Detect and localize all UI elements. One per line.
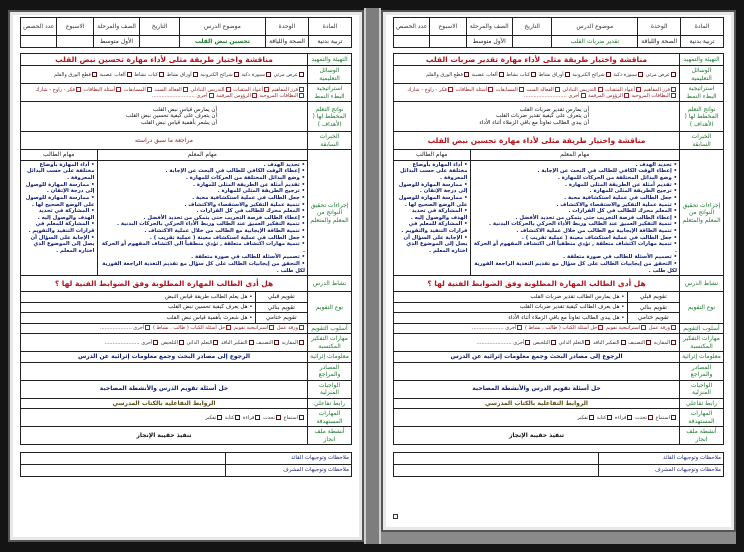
checkbox[interactable]	[607, 415, 612, 420]
checkbox-label: التلخيص	[531, 339, 550, 346]
list-item: • وضع البدائل المختلفة من الحركات للمهارة .	[473, 175, 678, 182]
list-item: • التحقق من إيجابيات الطالب على كل سؤال مع تقديم التغذية الراجعة الفورية لكل طلب .	[473, 261, 678, 274]
strategy-checklist: فرز المفاهيم أعواد المثقبات التدريس التبادلي الفعالة الست المسابقات أسئلة البطاقات فكر - زاوج - شارك البطاقات المروحية الرؤوس المرقمة أخرى ...........................	[21, 84, 308, 102]
empty-checkbox[interactable]	[393, 514, 398, 519]
checkbox-label: التعلم الذاتي	[556, 339, 585, 346]
list-item: • الإجابة على السؤال أن يصل إلى الموضوع الذي اختاره المعلم .	[23, 235, 95, 255]
checkbox-label: ألعاب عصبية	[469, 71, 498, 78]
checkbox[interactable]	[525, 340, 530, 345]
interactive-link-label: رابط تفاعلي	[308, 398, 352, 409]
list-item: • تقديم أمثلة عن الطريقة المثلى للمهارة .	[100, 182, 306, 189]
eval-final-type: تقويم ختامي	[627, 313, 679, 323]
checkbox[interactable]	[193, 72, 198, 77]
checkbox-label: ورقة عمل	[275, 325, 298, 332]
checkbox[interactable]	[464, 72, 469, 77]
checkbox[interactable]	[252, 93, 257, 98]
checkbox-label: ألعاب عصبية	[97, 71, 126, 78]
list-item: • إعطاء الوقت الكافي للطالب في البحث عن الإجابة .	[473, 168, 678, 175]
list-item: • إعطاء الوقت الكافي للطالب في البحث عن الإجابة .	[100, 168, 306, 175]
aids-checklist	[394, 66, 680, 84]
header-grade-label: الصف والمرحلة	[466, 18, 512, 36]
supervisor-notes-label: ملاحظات وتوجيهات المشرف	[226, 465, 352, 477]
checkbox[interactable]	[627, 415, 632, 420]
list-item: • المشاركة في تحديد الهدف والوصول إليه .	[396, 208, 468, 221]
list-item: • أداء المهارة بأوضاع مختلفة على حسب البدائل المعروفة .	[23, 162, 95, 182]
portfolio-label: أنشطة ملف انجاز	[308, 427, 352, 445]
lesson-body-table	[20, 53, 352, 445]
checkbox[interactable]	[671, 325, 676, 330]
interactive-link-text: الروابط التفاعلية بالكتاب المدرسي	[394, 398, 680, 409]
checkbox-label: أخرى	[131, 325, 145, 332]
checkbox-label: التدريس التبادلي	[188, 86, 225, 93]
list-item: • ممارسة المهارة للوصول إلى درجة الإتقان .	[23, 182, 95, 195]
eval-final-type: تقويم ختامي	[255, 313, 307, 323]
eval-formative-question: • هل يعرف الطالب كيفية تقدير ضربات القلب	[394, 302, 627, 313]
checkbox-label: فرز المفاهيم	[641, 86, 670, 93]
checkbox-label: التفكير الناقد	[591, 339, 620, 346]
header-periods-label: عدد الحصص	[394, 18, 430, 36]
checkbox[interactable]	[234, 72, 239, 77]
list-item: • تنمية مهارات اكتشاف متعلقة , تؤدي منطقياً الى اكتشاف المفهوم أو الحركة .	[100, 241, 306, 254]
checkbox[interactable]	[264, 87, 269, 92]
checkbox[interactable]	[153, 340, 158, 345]
homework-label: الواجبات المنزلية	[680, 380, 724, 398]
checkbox[interactable]	[226, 87, 231, 92]
thinking-skills-checklist: المقارنة التصنيف التفكير الناقد التعلم الذاتي التلخيص أخرى ......................	[21, 334, 308, 352]
sources-label: المصادر والمراجع	[680, 362, 724, 380]
checkbox[interactable]	[116, 87, 121, 92]
checkbox-label: استراتيجية تقويم	[232, 325, 269, 332]
eval-method-label: أسلوب التقويم	[308, 323, 352, 334]
eval-method-checklist: ورقة عمل استراتيجية تقويم حل أسئلة الكتاب ( طالب . نشاط ) أخرى ....................	[394, 323, 680, 334]
checkbox[interactable]	[671, 415, 676, 420]
checkbox[interactable]	[179, 340, 184, 345]
header-subject-label: المادة	[308, 18, 351, 36]
checkbox[interactable]	[299, 93, 304, 98]
list-item: • المشاركة في تحديد الهدف والوصول إليه .	[23, 208, 95, 221]
aids-label: الوسائل التعليمية	[308, 66, 352, 84]
checkbox[interactable]	[638, 72, 643, 77]
eval-formative-type: تقويم بنائي	[627, 302, 679, 313]
checkbox-label: استماع	[281, 414, 298, 421]
lesson-header-table	[393, 17, 724, 48]
list-item: • تنمية الطاقة الإيجابية مع الطالب من خلال عملية الاكتشاف .	[100, 228, 306, 235]
aids-label: الوسائل التعليمية	[680, 66, 724, 84]
checkbox[interactable]	[299, 72, 304, 77]
checkbox[interactable]	[589, 415, 594, 420]
list-item: • جعل الطالب في عملية استكشاف معينة ( عملية تقريب ) .	[100, 235, 306, 242]
checkbox-label: الفعالة الست	[524, 86, 554, 93]
checkbox-label: تفكير	[205, 414, 217, 421]
notes-table	[393, 452, 724, 477]
checkbox[interactable]	[249, 340, 254, 345]
student-tasks-list	[23, 162, 95, 255]
activity-label: نشاط الدرس	[308, 276, 352, 292]
portfolio-text: تنفيذ حقيبة الإنجاز	[21, 427, 308, 445]
intro-label: التهيئة والتمهيد	[308, 54, 352, 66]
list-item: • الإجابة على السؤال أن يصل إلى الموضوع الذي اختاره المعلم .	[396, 235, 468, 255]
lesson-body-table	[393, 53, 724, 445]
prior-knowledge-text: مراجعة ما سبق دراسته	[21, 132, 308, 150]
target-skills-checklist	[394, 409, 680, 427]
header-topic-label: موضوع الدرس	[552, 18, 638, 36]
checkbox[interactable]	[255, 415, 260, 420]
notes-table	[20, 452, 352, 477]
list-item: • وضع البدائل المختلفة من الحركات للمهارة .	[100, 175, 306, 182]
prior-knowledge-label: الخبرات السابقة	[308, 132, 352, 150]
aids-checklist	[21, 66, 308, 84]
thinking-skills-checklist: المقارنة التصنيف التفكير الناقد التعلم الذاتي التلخيص أخرى ......................	[394, 334, 680, 352]
list-item: • ممارسة المهارة للوصول إلى درجة الإتقان .	[396, 182, 468, 195]
eval-pre-type: تقويم قبلي	[627, 292, 679, 302]
eval-method-label: أسلوب التقويم	[680, 323, 724, 334]
strategy-label: استراتيجية البطء النمط	[308, 84, 352, 102]
checkbox[interactable]	[636, 87, 641, 92]
enrichment-label: معلومات إثرائية	[680, 352, 724, 363]
header-subject-value: تربية بدنية	[681, 36, 724, 48]
checkbox-label: فكر - زاوج - شارك	[35, 86, 75, 93]
checkbox[interactable]	[159, 72, 164, 77]
checkbox-label: أعواد المثقبات	[231, 86, 263, 93]
lesson-plan-page-left	[8, 10, 364, 542]
checkbox-label: كتاب نشاط	[132, 71, 158, 78]
checkbox-label: قطع الورق والقلم	[425, 71, 463, 78]
list-item: • تنمية مهارات اكتشاف متعلقة , تؤدي منطقياً الى اكتشاف المفهوم أو الحركة .	[473, 241, 678, 254]
list-item: • ترجيح الطريقة المثلى للمهارة .	[473, 188, 678, 195]
checkbox[interactable]	[183, 87, 188, 92]
header-week-label: الاسبوع	[430, 18, 466, 36]
intro-text: مناقشة واختيار طريقة مثلى لأداء مهارة تقدير ضربات القلب	[394, 54, 680, 66]
checkbox-label: البطاقات المروحية	[257, 92, 298, 99]
checkbox[interactable]	[641, 325, 646, 330]
checkbox-label: فرز المفاهيم	[269, 86, 298, 93]
target-skills-label: المهارات المستهدفة	[680, 409, 724, 427]
checkbox[interactable]	[499, 72, 504, 77]
list-item: • تنمية الطاقة الإيجابية مع الطالب من خلال عملية الاكتشاف .	[473, 228, 678, 235]
list-item: • تنمية التفكير العميق عند الطالب وربط الأداء الحركي بالحركات البدنية .	[100, 221, 306, 228]
checkbox-label: تحدث	[261, 414, 275, 421]
header-periods-value	[21, 36, 57, 48]
list-item: • تصميم الأسئلة للطالب في صورة متعلقة .	[100, 254, 306, 261]
sources-text	[394, 362, 680, 380]
activity-label: نشاط الدرس	[680, 276, 724, 292]
checkbox-label: المقارنة	[652, 339, 670, 346]
checkbox[interactable]	[217, 415, 222, 420]
checkbox-label: التدريس التبادلي	[560, 86, 597, 93]
eval-pre-question: • هل يمارس الطالب تقدير ضربات القلب	[394, 292, 627, 302]
checkbox-label: أسئلة البطاقات	[453, 86, 488, 93]
list-item: • جعل الطالب في عملية استكشاف معينة ( عملية تقريب ) .	[473, 235, 678, 242]
checkbox-label: الرؤوس المرقمة	[586, 92, 623, 99]
leader-notes-field[interactable]	[21, 453, 226, 465]
checkbox-label: التفكير الناقد	[219, 339, 248, 346]
checkbox-label: قراءة	[613, 414, 627, 421]
list-item: • تقديم أمثلة عن الطريقة المثلى للمهارة .	[473, 182, 678, 189]
checkbox[interactable]	[299, 87, 304, 92]
checkbox-label: التلخيص	[159, 339, 178, 346]
header-unit-label: الوحدة	[265, 18, 308, 36]
checkbox[interactable]	[624, 93, 629, 98]
checkbox[interactable]	[585, 340, 590, 345]
eval-formative-type: تقويم بنائي	[255, 302, 307, 313]
checkbox[interactable]	[581, 93, 586, 98]
activity-text: هل أدى الطالب المهارة المطلوبة وفق الضوابط الفنية لها ؟	[21, 276, 308, 292]
checkbox[interactable]	[598, 325, 603, 330]
header-grade-value: الأول متوسط	[466, 36, 512, 48]
header-unit-value: الصحة واللياقة	[265, 36, 308, 48]
checkbox-label: كتاب نشاط	[504, 71, 530, 78]
checkbox-label: المسابقات	[122, 86, 146, 93]
prior-knowledge-label: الخبرات السابقة	[680, 132, 724, 150]
list-item: • المعلم محرك للطالب في كل القرارات .	[100, 208, 306, 215]
list-item: • ممارسة المهارة للوصول على الوضع الصحيح لها .	[396, 195, 468, 208]
checkbox-label: قراءة	[241, 414, 255, 421]
student-tasks-header: مهام الطالب	[394, 150, 470, 160]
list-item: • تنمية عملية التفكير والاستقصاء والاكتشاف .	[473, 202, 678, 209]
eval-pre-question: • هل يعلم الطالب طريقة قياس النبض	[21, 292, 255, 302]
checkbox-label: استماع	[653, 414, 670, 421]
checkbox-label: فكر - زاوج - شارك	[407, 86, 447, 93]
checkbox[interactable]	[621, 340, 626, 345]
list-item: • ممارسة المهارة للوصول على الوضع الصحيح لها .	[23, 195, 95, 208]
checkbox-label: المسابقات	[494, 86, 518, 93]
header-date-label: التاريخ	[140, 18, 180, 36]
enrichment-label: معلومات إثرائية	[308, 352, 352, 363]
checkbox[interactable]	[269, 325, 274, 330]
checkbox[interactable]	[213, 340, 218, 345]
list-item: • أداء المهارة بأوضاع مختلفة على حسب البدائل المعروفة .	[396, 162, 468, 182]
list-item: • إعطاء الطالب فرصة التجريب حتى يتمكن من تحديد الأفضل .	[100, 215, 306, 222]
checkbox-label: الرؤوس المرقمة	[214, 92, 251, 99]
header-unit-value: الصحة واللياقة	[638, 36, 681, 48]
checkbox-label: أخرى	[194, 92, 208, 99]
list-item: • المشاركة للمعلم في قرارات التنفيذ والتقويم .	[23, 221, 95, 234]
checkbox-label: تحدث	[633, 414, 647, 421]
checkbox-label: قطع الورق والقلم	[53, 71, 91, 78]
leader-notes-label: ملاحظات وتوجيهات القائد	[598, 453, 723, 465]
header-week-value	[57, 36, 93, 48]
checkbox[interactable]	[299, 415, 304, 420]
checkbox-label: شرائح الكترونية	[198, 71, 233, 78]
checkbox[interactable]	[517, 325, 522, 330]
goals-list: أن يمارس تقدير ضربات القلب أن يتعرف على كيفية تقدير ضربات القلب أن يبدي الطالب تعاوناً مع باقي الزملاء أثناء الأداء	[394, 102, 680, 132]
target-skills-label: المهارات المستهدفة	[308, 409, 352, 427]
evaluation-label: نوع التقويم	[308, 292, 352, 324]
checkbox[interactable]	[671, 93, 676, 98]
procedures-label: إجراءات تحقيق النواتج من المعلم والمتعلم	[308, 150, 352, 276]
checkbox[interactable]	[598, 87, 603, 92]
header-periods-value	[394, 36, 430, 48]
checkbox-label: أخرى	[503, 325, 517, 332]
goals-list: أن يمارس قياس نبض القلب أن يتعرف على كيفية تحسين نبض القلب أن يشعر بأهمية قياس نبض القلب	[21, 102, 308, 132]
portfolio-text: تنفيذ حقيبة الإنجاز	[394, 427, 680, 445]
interactive-link-text: الروابط التفاعلية بالكتاب المدرسي	[21, 398, 308, 409]
checkbox[interactable]	[565, 72, 570, 77]
checkbox-label: التصنيف	[254, 339, 274, 346]
checkbox[interactable]	[276, 415, 281, 420]
checkbox[interactable]	[266, 72, 271, 77]
header-periods-label: عدد الحصص	[21, 18, 57, 36]
list-item: • جعل الطالب في عملية استكشافية محبة .	[100, 195, 306, 202]
checkbox-label: أسئلة البطاقات	[81, 86, 116, 93]
checkbox[interactable]	[145, 325, 150, 330]
checkbox-label: حل أسئلة الكتاب ( طالب . نشاط )	[151, 325, 226, 332]
eval-formative-question: • هل يعرف كيفية تحسين نبض القلب	[21, 302, 255, 313]
checkbox-label: حل أسئلة الكتاب ( طالب . نشاط )	[523, 325, 598, 332]
checkbox-label: المقارنة	[280, 339, 298, 346]
checkbox[interactable]	[127, 72, 132, 77]
header-date-value	[140, 36, 180, 48]
list-item: • تصميم الأسئلة للطالب في صورة متعلقة .	[473, 254, 678, 261]
supervisor-notes-label: ملاحظات وتوجيهات المشرف	[598, 465, 723, 477]
checkbox[interactable]	[92, 72, 97, 77]
prior-knowledge-text: مناقشة واختيار طريقة مثلى لأداء مهارة تحسين نبض القلب	[394, 132, 680, 150]
checkbox[interactable]	[519, 87, 524, 92]
strategy-checklist: فرز المفاهيم أعواد المثقبات التدريس التبادلي الفعالة الست المسابقات أسئلة البطاقات فكر - زاوج - شارك البطاقات المروحية الرؤوس المرقمة أخرى ...........................	[394, 84, 680, 102]
list-item: • تنمية التفكير العميق عند الطالب وربط الأداء الحركي بالحركات البدنية .	[473, 221, 678, 228]
teacher-tasks-header: مهام المعلم	[97, 150, 307, 160]
checkbox-label: كتابة	[223, 414, 235, 421]
checkbox[interactable]	[671, 340, 676, 345]
checkbox-label: شرائح الكترونية	[570, 71, 605, 78]
procedures-label: إجراءات تحقيق النواتج من المعلم والمتعلم	[680, 150, 724, 276]
intro-text: مناقشة واختيار طريقة مثلى لأداء مهارة تحسين نبض القلب	[21, 54, 308, 66]
checkbox-label: تفكير	[577, 414, 589, 421]
strategy-label: استراتيجية البطء النمط	[680, 84, 724, 102]
checkbox[interactable]	[671, 72, 676, 77]
page-gutter	[364, 8, 381, 544]
checkbox-label: أوراق نشاط	[164, 71, 192, 78]
checkbox[interactable]	[274, 340, 279, 345]
leader-notes-label: ملاحظات وتوجيهات القائد	[226, 453, 352, 465]
checkbox-label: أخرى	[511, 339, 525, 346]
checkbox-label: استراتيجية تقويم	[604, 325, 641, 332]
list-item: • التحقق من إيجابيات الطالب على كل سؤال مع تقديم التغذية الراجعة الفورية لكل طلب .	[100, 261, 306, 274]
checkbox-label: عرض مرئي	[644, 71, 670, 78]
thinking-skills-label: مهارات التفكير المكتسبة	[680, 334, 724, 352]
checkbox-label: البطاقات المروحية	[629, 92, 670, 99]
checkbox[interactable]	[299, 340, 304, 345]
target-skills-checklist	[21, 409, 308, 427]
checkbox[interactable]	[209, 93, 214, 98]
checkbox[interactable]	[606, 72, 611, 77]
header-grade-label: الصف والمرحلة	[93, 18, 139, 36]
teacher-tasks-list	[100, 162, 306, 274]
header-topic-label: موضوع الدرس	[179, 18, 265, 36]
activity-text: هل أدى الطالب المهارة المطلوبة وفق الضوابط الفنية لها ؟	[394, 276, 680, 292]
checkbox-label: التعلم الذاتي	[184, 339, 213, 346]
checkbox-label: أعواد المثقبات	[603, 86, 635, 93]
header-topic-value: تحسين نبض القلب	[179, 36, 265, 48]
checkbox[interactable]	[147, 87, 152, 92]
enrichment-text: الرجوع إلى مصادر البحث وجمع معلومات إثرائية عن الدرس	[394, 352, 680, 363]
homework-label: الواجبات المنزلية	[308, 380, 352, 398]
header-date-value	[512, 36, 552, 48]
eval-final-question: • هل يبدي الطالب تعاوناً مع باقي الزملاء أثناء الأداء	[394, 313, 627, 323]
thinking-skills-label: مهارات التفكير المكتسبة	[308, 334, 352, 352]
checkbox-label: التصنيف	[626, 339, 646, 346]
checkbox[interactable]	[488, 87, 493, 92]
list-item: • تنمية عملية التفكير والاستقصاء والاكتشاف .	[100, 202, 306, 209]
header-subject-label: المادة	[681, 18, 724, 36]
header-grade-value: الأول متوسط	[93, 36, 139, 48]
checkbox[interactable]	[448, 87, 453, 92]
sources-label: المصادر والمراجع	[308, 362, 352, 380]
eval-pre-type: تقويم قبلي	[255, 292, 307, 302]
evaluation-label: نوع التقويم	[680, 292, 724, 324]
list-item: • المشاركة للمعلم في قرارات التنفيذ والتقويم .	[396, 221, 468, 234]
eval-final-question: • هل شعرت بأهمية قياس نبض القلب	[21, 313, 255, 323]
header-topic-value: تقدير ضربات القلب	[552, 36, 638, 48]
checkbox-label: أخرى	[139, 339, 153, 346]
teacher-tasks-header: مهام المعلم	[470, 150, 679, 160]
header-date-label: التاريخ	[512, 18, 552, 36]
list-item: • ترجيح الطريقة المثلى للمهارة .	[100, 188, 306, 195]
supervisor-notes-field[interactable]	[394, 465, 599, 477]
goals-label: نواتج التعلم المخطط لها ( الأهداف )	[308, 102, 352, 132]
checkbox[interactable]	[226, 325, 231, 330]
page-bottom-strip	[381, 532, 736, 544]
checkbox-label: أخرى	[566, 92, 580, 99]
enrichment-text: الرجوع إلى مصادر البحث وجمع معلومات إثرائية عن الدرس	[21, 352, 308, 363]
checkbox[interactable]	[235, 415, 240, 420]
list-item: • تحديد الهدف .	[100, 162, 306, 169]
student-tasks-list	[396, 162, 468, 255]
checkbox-label: سبورة ذكية	[239, 71, 266, 78]
goals-label: نواتج التعلم المخطط لها ( الأهداف )	[680, 102, 724, 132]
checkbox[interactable]	[648, 415, 653, 420]
portfolio-label: أنشطة ملف انجاز	[680, 427, 724, 445]
student-tasks-header: مهام الطالب	[21, 150, 97, 160]
supervisor-notes-field[interactable]	[21, 465, 226, 477]
lesson-plan-page-right	[381, 10, 736, 532]
checkbox-label: سبورة ذكية	[611, 71, 638, 78]
checkbox-label: الفعالة الست	[152, 86, 182, 93]
checkbox[interactable]	[76, 87, 81, 92]
intro-label: التهيئة والتمهيد	[680, 54, 724, 66]
checkbox[interactable]	[551, 340, 556, 345]
checkbox[interactable]	[531, 72, 536, 77]
homework-text: حل أسئلة تقويم الدرس والأنشطة المصاحبة	[21, 380, 308, 398]
homework-text: حل أسئلة تقويم الدرس والأنشطة المصاحبة	[394, 380, 680, 398]
leader-notes-field[interactable]	[394, 453, 599, 465]
list-item: • تحديد الهدف .	[473, 162, 678, 169]
header-subject-value: تربية بدنية	[308, 36, 351, 48]
teacher-tasks-list	[473, 162, 678, 274]
header-unit-label: الوحدة	[638, 18, 681, 36]
list-item: • جعل الطالب في عملية استكشافية محبة .	[473, 195, 678, 202]
checkbox[interactable]	[671, 87, 676, 92]
header-week-label: الاسبوع	[57, 18, 93, 36]
checkbox[interactable]	[646, 340, 651, 345]
list-item: • المعلم محرك للطالب في كل القرارات .	[473, 208, 678, 215]
checkbox-label: عرض مرئي	[272, 71, 298, 78]
sources-text	[21, 362, 308, 380]
checkbox[interactable]	[555, 87, 560, 92]
checkbox-label: كتابة	[595, 414, 607, 421]
checkbox[interactable]	[299, 325, 304, 330]
checkbox-label: ورقة عمل	[647, 325, 670, 332]
checkbox-label: أوراق نشاط	[536, 71, 564, 78]
lesson-header-table	[20, 17, 352, 48]
interactive-link-label: رابط تفاعلي	[680, 398, 724, 409]
eval-method-checklist: ورقة عمل استراتيجية تقويم حل أسئلة الكتاب ( طالب . نشاط ) أخرى ....................	[21, 323, 308, 334]
list-item: • إعطاء الطالب فرصة التجريب حتى يتمكن من تحديد الأفضل .	[473, 215, 678, 222]
header-week-value	[430, 36, 466, 48]
